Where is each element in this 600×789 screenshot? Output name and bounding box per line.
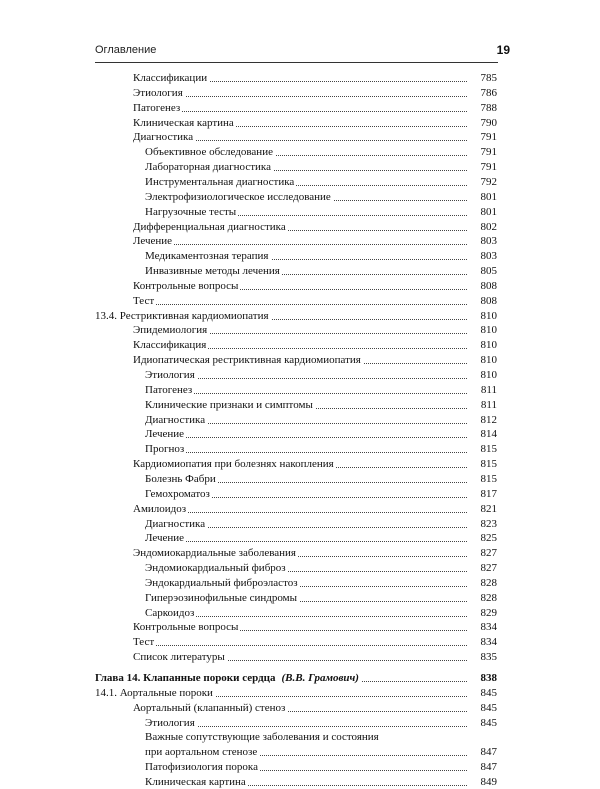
- toc-entry-title: Лабораторная диагностика: [145, 161, 271, 174]
- toc-page-number: 802: [467, 220, 497, 234]
- toc-entry-title: Лечение: [145, 532, 185, 545]
- toc-page-number: 829: [467, 606, 497, 620]
- toc-entry: [145, 472, 497, 486]
- toc-page-number: 790: [467, 116, 497, 130]
- toc-entry: [145, 487, 497, 501]
- toc-page-number: 823: [467, 517, 497, 531]
- toc-page-number: 810: [467, 338, 497, 352]
- toc-entry-title: Список литературы: [133, 651, 225, 664]
- toc-entry: [133, 71, 497, 85]
- toc-entry-title: Эндомиокардиальные заболевания: [133, 547, 296, 560]
- toc-page-number: 815: [467, 457, 497, 471]
- toc-page-number: 805: [467, 264, 497, 278]
- toc-entry-title: Этиология: [145, 369, 195, 381]
- toc-entry-title: 14.1. Аортальные пороки: [95, 686, 213, 699]
- toc-entry: [133, 635, 497, 649]
- toc-entry-title: Классификации: [133, 72, 208, 84]
- toc-entry: [133, 620, 497, 634]
- toc-entry-title: Патогенез: [133, 101, 181, 114]
- toc-page-number: 835: [467, 650, 497, 664]
- toc-page-number: 801: [467, 190, 497, 204]
- toc-entry-title: при аортальном стенозе: [145, 746, 258, 759]
- toc-entry-title: Эндокардиальный фиброэластоз: [145, 576, 298, 589]
- toc-entry-title: Диагностика: [145, 413, 206, 426]
- toc-entry-title: Этиология: [145, 716, 195, 729]
- toc-entry: [133, 353, 497, 367]
- toc-entry-title: Эпидемиология: [133, 324, 208, 337]
- toc-entry-title: Саркоидоз: [145, 606, 195, 619]
- toc-entry: [145, 591, 497, 605]
- header-rule: [95, 62, 498, 63]
- toc-entry: [145, 205, 497, 219]
- toc-page-number: 808: [467, 279, 497, 293]
- chapter-author: (В.В. Грамович): [278, 671, 361, 685]
- toc-page-number: 827: [467, 546, 497, 560]
- toc-entry-title: Болезнь Фабри: [145, 472, 216, 485]
- toc-entry-title: Идиопатическая рестриктивная кардиомиопатия: [133, 354, 361, 367]
- toc-entry: [133, 101, 497, 115]
- toc-page-number: 814: [467, 427, 497, 441]
- toc-page-number: 810: [467, 353, 497, 367]
- toc-entry: [145, 427, 497, 441]
- toc-entry-title: Клиническая картина: [145, 775, 246, 788]
- toc-entry: [145, 730, 497, 744]
- toc-page-number: 791: [467, 160, 497, 174]
- toc-entry-title: Диагностика: [133, 131, 194, 144]
- toc-entry-title: Дифференциальная диагностика: [133, 220, 286, 233]
- toc-entry-title: Эндомиокардиальный фиброз: [145, 562, 286, 575]
- toc-entry-title: Глава 14. Клапанные пороки сердца: [95, 672, 276, 684]
- toc-entry-title: Лечение: [145, 428, 185, 441]
- toc-entry-title: Тест: [133, 636, 155, 649]
- toc-entry: [145, 160, 497, 174]
- toc-page-number: 803: [467, 249, 497, 263]
- toc-entry-title: Гемохроматоз: [145, 487, 210, 500]
- toc-page-number: 788: [467, 101, 497, 115]
- toc-entry: [133, 502, 497, 516]
- toc-entry-title: Инвазивные методы лечения: [145, 265, 280, 278]
- toc-page-number: 815: [467, 442, 497, 456]
- running-header-page-number: 19: [496, 43, 510, 57]
- toc-page-number: 786: [467, 86, 497, 100]
- toc-entry: [133, 220, 497, 234]
- toc-entry: [145, 413, 497, 427]
- toc-entry-title: Тест: [133, 294, 155, 307]
- toc-entry: [145, 190, 497, 204]
- running-header-title: Оглавление: [95, 44, 157, 56]
- dot-leader: [145, 436, 469, 438]
- toc-entry: [133, 323, 497, 337]
- toc-entry: [145, 175, 497, 189]
- toc-page-number: 808: [467, 294, 497, 308]
- toc-entry-title: Объективное обследование: [145, 146, 273, 159]
- toc-entry-title: Нагрузочные тесты: [145, 205, 237, 218]
- toc-entry-title: Лечение: [133, 235, 173, 248]
- toc-page-number: 803: [467, 234, 497, 248]
- toc-entry-title: Медикаментозная терапия: [145, 250, 269, 263]
- toc-entry: [145, 561, 497, 575]
- toc-page-number: 845: [467, 686, 497, 700]
- toc-entry: [133, 650, 497, 664]
- toc-entry: [145, 383, 497, 397]
- dot-leader: [133, 110, 469, 112]
- toc-entry: [145, 606, 497, 620]
- toc-page-number: 828: [467, 591, 497, 605]
- toc-entry-title: Контрольные вопросы: [133, 279, 239, 292]
- toc-entry-title: Классификация: [133, 339, 207, 352]
- toc-page-number: 821: [467, 502, 497, 516]
- toc-page-number: 834: [467, 620, 497, 634]
- toc-entry: [145, 145, 497, 159]
- dot-leader: [133, 303, 469, 305]
- toc-entry: [145, 745, 497, 759]
- toc-entry-title: Контрольные вопросы: [133, 621, 239, 634]
- toc-page-number: 792: [467, 175, 497, 189]
- toc-page-number: 817: [467, 487, 497, 501]
- toc-page-number: 791: [467, 145, 497, 159]
- toc-entry-title: Патофизиология порока: [145, 761, 258, 774]
- toc-page-number: 811: [467, 383, 497, 397]
- toc-entry: [145, 716, 497, 730]
- toc-page-number: 810: [467, 323, 497, 337]
- toc-entry-title: 13.4. Рестриктивная кардиомиопатия: [95, 309, 269, 322]
- toc-entry-title: Клинические признаки и симптомы: [145, 398, 313, 411]
- toc-entry: [145, 760, 497, 774]
- toc-entry-title: Важные сопутствующие заболевания и состояния: [145, 731, 379, 744]
- toc-entry: [145, 517, 497, 531]
- dot-leader: [133, 644, 469, 646]
- toc-page-number: 849: [467, 775, 497, 789]
- toc-entry-title: Гиперэозинофильные синдромы: [145, 591, 298, 604]
- toc-page-number: 815: [467, 472, 497, 486]
- toc-entry-title: Диагностика: [145, 517, 206, 530]
- toc-page-number: 812: [467, 413, 497, 427]
- toc-entry-title: Аортальный (клапанный) стеноз: [133, 701, 286, 714]
- toc-entry-title: Клиническая картина: [133, 116, 234, 129]
- toc-entry: [133, 546, 497, 560]
- toc-entry: [145, 249, 497, 263]
- toc-page-number: 834: [467, 635, 497, 649]
- toc-entry: [145, 442, 497, 456]
- toc-entry-title: Кардиомиопатия при болезнях накопления: [133, 458, 334, 471]
- toc-page-number: 785: [467, 71, 497, 85]
- toc-page-number: 801: [467, 205, 497, 219]
- toc-entry-title: Электрофизиологическое исследование: [145, 190, 331, 203]
- toc-entry: [133, 116, 497, 130]
- toc-entry: [95, 686, 497, 700]
- toc-page-number: 825: [467, 531, 497, 545]
- toc-page-number: 827: [467, 561, 497, 575]
- toc-entry-title: Этиология: [133, 86, 183, 99]
- toc-entry: [133, 279, 497, 293]
- toc-entry: [145, 531, 497, 545]
- toc-page-number: 791: [467, 130, 497, 144]
- toc-entry: [133, 130, 497, 144]
- toc-page-number: 810: [467, 309, 497, 323]
- dot-leader: [133, 243, 469, 245]
- toc-entry: [145, 264, 497, 278]
- toc-entry-title: Амилоидоз: [133, 502, 187, 515]
- dot-leader: [145, 540, 469, 542]
- toc-page-number: 845: [467, 716, 497, 730]
- toc-entry: [133, 234, 497, 248]
- toc-page-number: 847: [467, 745, 497, 759]
- toc-entry: [133, 338, 497, 352]
- toc-entry: [145, 368, 497, 382]
- toc-entry: [145, 398, 497, 412]
- toc-entry: [145, 775, 497, 789]
- toc-entry-title: Патогенез: [145, 383, 193, 396]
- toc-entry: [133, 457, 497, 471]
- toc-entry-title: Инструментальная диагностика: [145, 175, 295, 188]
- toc-page-number: 811: [467, 398, 497, 412]
- toc-page-number: 810: [467, 368, 497, 382]
- toc-entry: [133, 294, 497, 308]
- toc-entry: [133, 701, 497, 715]
- toc-page-number: 845: [467, 701, 497, 715]
- toc-entry: [95, 671, 497, 685]
- toc-entry: [145, 576, 497, 590]
- dot-leader: [145, 451, 469, 453]
- toc-page-number: 838: [467, 671, 497, 685]
- toc-entry: [133, 86, 497, 100]
- toc-entry: [95, 309, 497, 323]
- toc-entry-title: Прогноз: [145, 443, 185, 456]
- toc-page-number: 847: [467, 760, 497, 774]
- toc-page-number: 828: [467, 576, 497, 590]
